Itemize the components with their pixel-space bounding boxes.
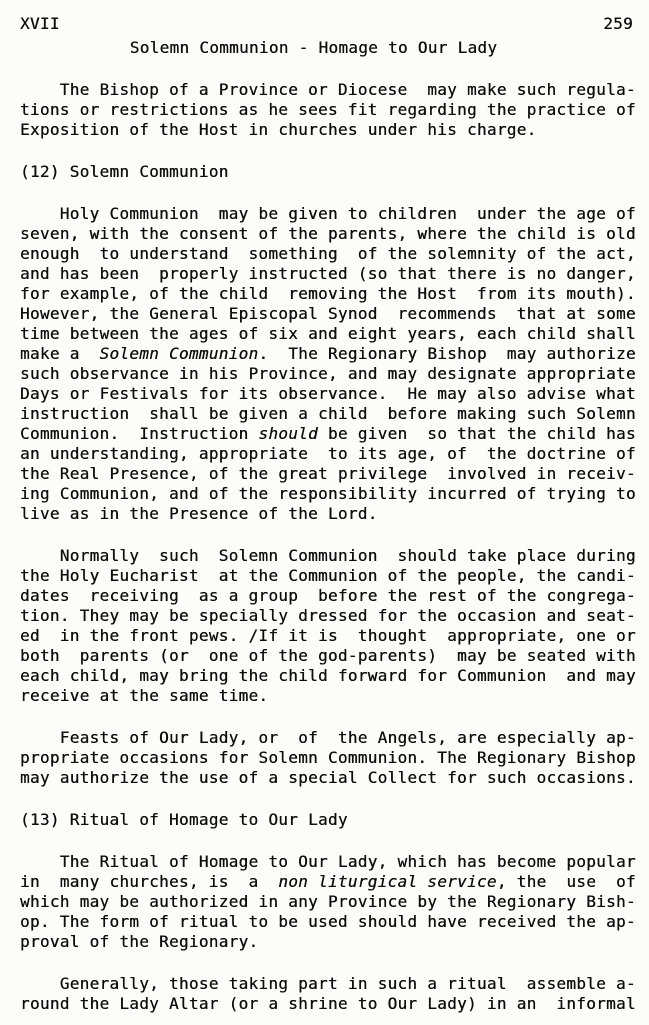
paragraph (20, 80, 637, 140)
text-line: proval of the Regionary. (20, 932, 259, 951)
text-line: Normally such Solemn Communion should take place during (20, 546, 636, 565)
text-line: time between the ages of six and eight years, each child shall (20, 324, 636, 343)
text-line: each child, may bring the child forward for Communion and may (20, 666, 636, 685)
text-line: in many churches, is a non liturgical service, the use of (20, 872, 636, 891)
text-line: Days or Festivals for its observance. He may also advise what (20, 384, 636, 403)
paragraph (20, 728, 637, 788)
text-line: an understanding, appropriate to its age, of the doctrine of (20, 444, 636, 463)
text-line: Generally, those taking part in such a ritual assemble a- (20, 974, 636, 993)
text-line: enough to understand something of the solemnity of the act, (20, 244, 636, 263)
text-line: propriate occasions for Solemn Communion. The Regionary Bishop (20, 748, 636, 767)
text-line: live as in the Presence of the Lord. (20, 504, 378, 523)
text-line: Holy Communion may be given to children under the age of (20, 204, 636, 223)
text-line: tions or restrictions as he sees fit regarding the practice of (20, 100, 636, 119)
section-heading (20, 810, 637, 830)
text-line: ed in the front pews. /If it is thought appropriate, one or (20, 626, 636, 645)
paragraph (20, 974, 637, 1014)
text-line: for example, of the child removing the Host from its mouth). (20, 284, 636, 303)
text-line: the Holy Eucharist at the Communion of the people, the candi- (20, 566, 636, 585)
text-line: op. The form of ritual to be used should have received the ap- (20, 912, 636, 931)
text-line: tion. They may be specially dressed for the occasion and seat- (20, 606, 636, 625)
text-line: (13) Ritual of Homage to Our Lady (20, 810, 348, 829)
text-line: instruction shall be given a child before making such Solemn (20, 404, 636, 423)
paragraph (20, 852, 637, 952)
text-line: ing Communion, and of the responsibility incurred of trying to (20, 484, 636, 503)
text-line: receive at the same time. (20, 686, 269, 705)
page-title: Solemn Communion - Homage to Our Lady (129, 38, 498, 57)
text-line: which may be authorized in any Province by the Regionary Bish- (20, 892, 636, 911)
page-header (20, 14, 637, 34)
text-line: make a Solemn Communion. The Regionary Bishop may authorize (20, 344, 636, 363)
text-line: (12) Solemn Communion (20, 162, 229, 181)
text-line: round the Lady Altar (or a shrine to Our Lady) in an informal (20, 994, 636, 1013)
text-line: The Ritual of Homage to Our Lady, which has become popular (20, 852, 636, 871)
paragraph (20, 546, 637, 706)
text-line: However, the General Episcopal Synod recommends that at some (20, 304, 636, 323)
text-line: Communion. Instruction should be given so that the child has (20, 424, 636, 443)
text-line: such observance in his Province, and may designate appropriate (20, 364, 636, 383)
paragraph (20, 204, 637, 524)
text-line: seven, with the consent of the parents, where the child is old (20, 224, 636, 243)
text-line: The Bishop of a Province or Diocese may make such regula- (20, 80, 636, 99)
page-number: 259 (603, 14, 633, 33)
text-line: dates receiving as a group before the rest of the congrega- (20, 586, 636, 605)
text-line: the Real Presence, of the great privilege involved in receiv- (20, 464, 636, 483)
section-heading (20, 162, 637, 182)
chapter-number: XVII (20, 14, 60, 33)
text-line: Feasts of Our Lady, or of the Angels, are especially ap- (20, 728, 636, 747)
text-line: may authorize the use of a special Collect for such occasions. (20, 768, 636, 787)
text-line: both parents (or one of the god-parents) may be seated with (20, 646, 636, 665)
page-body (20, 80, 637, 1014)
text-line: and has been properly instructed (so that there is no danger, (20, 264, 636, 283)
text-line: Exposition of the Host in churches under his charge. (20, 120, 537, 139)
